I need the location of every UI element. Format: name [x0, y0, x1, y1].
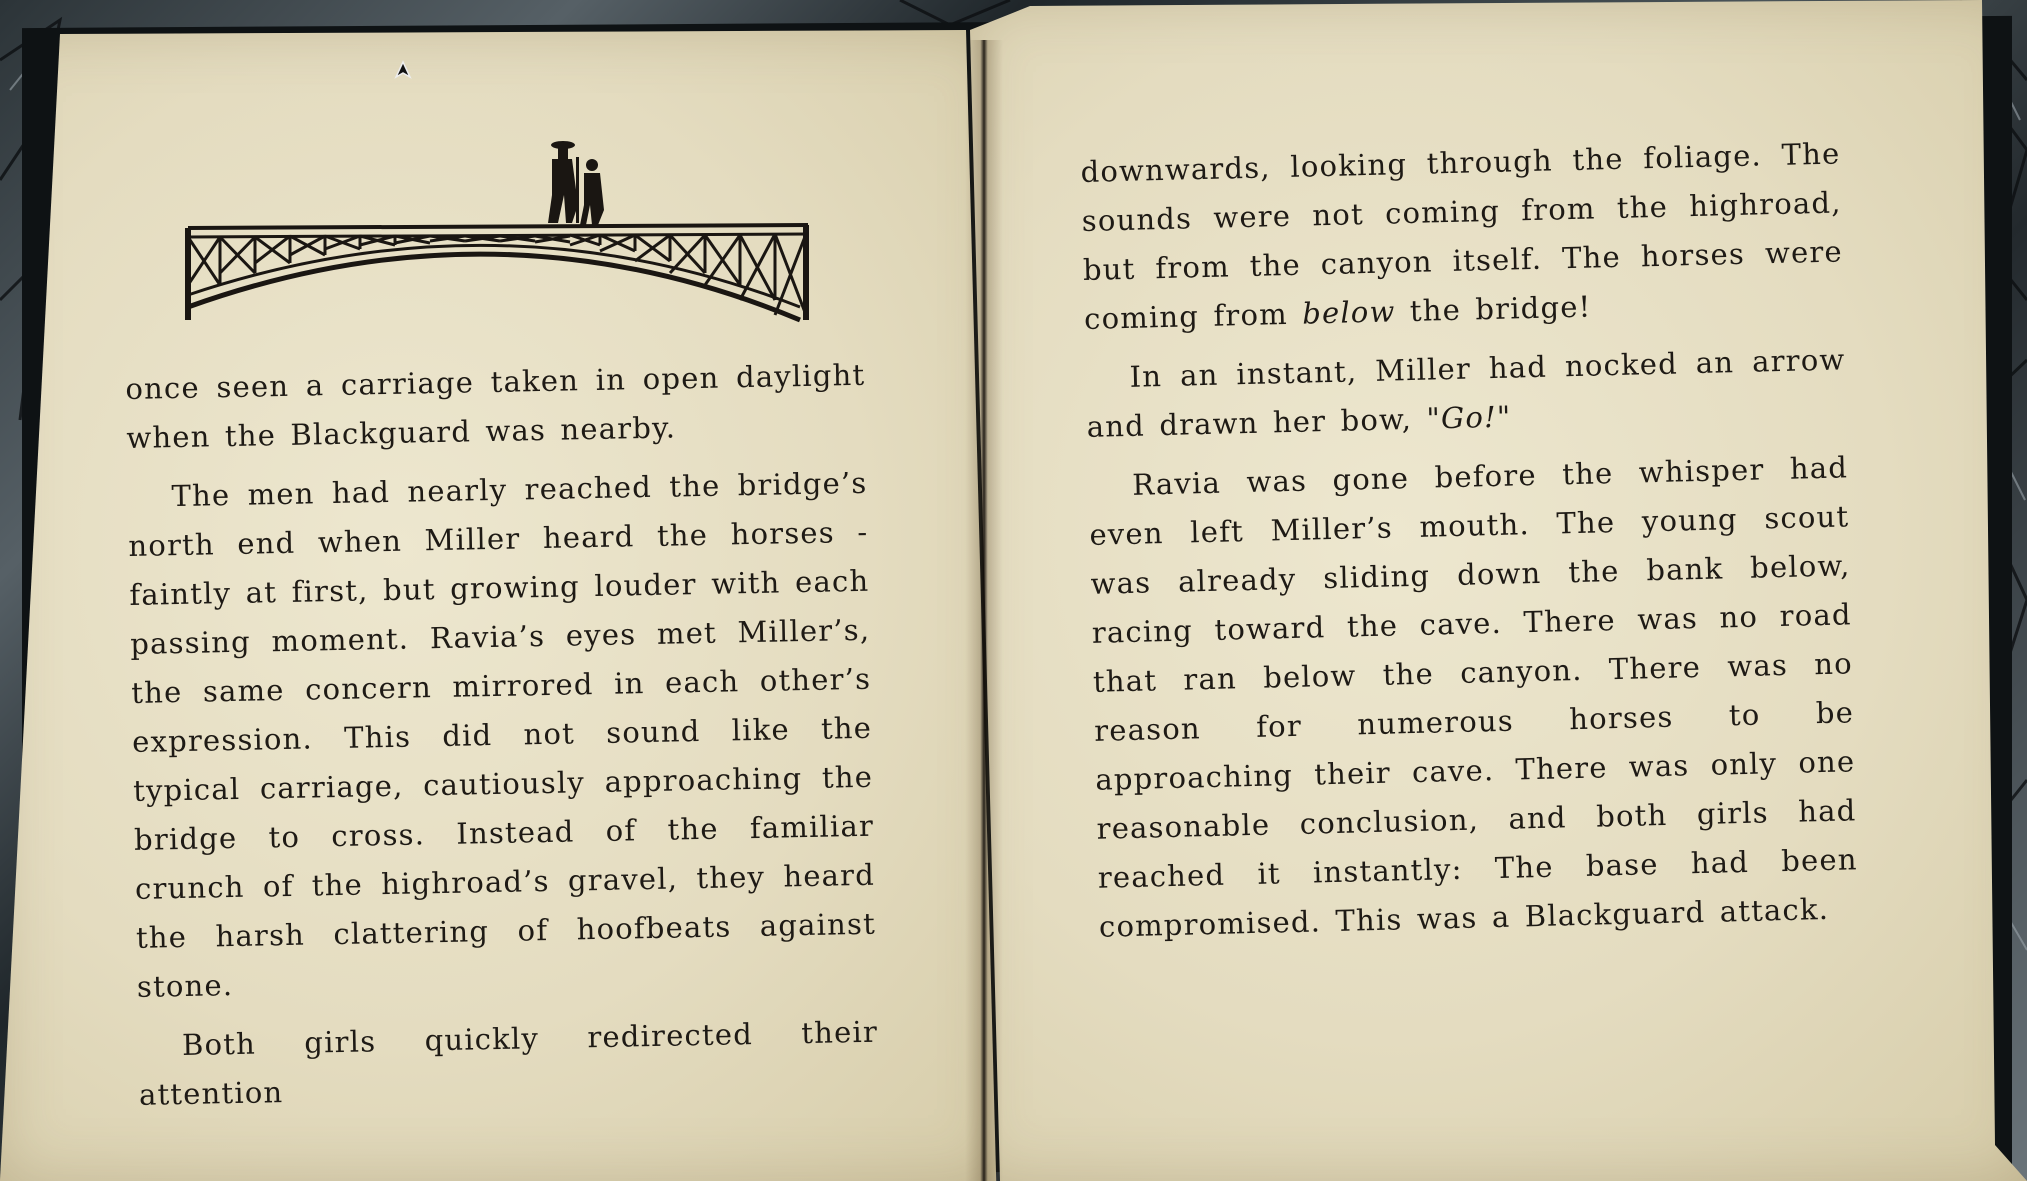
bridge-with-two-figures-illustration — [180, 135, 820, 330]
arrow-cursor-icon — [393, 60, 413, 80]
left-paragraph-3: Both girls quickly redirected their attention — [138, 1014, 879, 1112]
left-page-text — [125, 351, 880, 1130]
right-paragraph-2 — [1085, 335, 1847, 452]
right-p2-text: In an instant, Miller had nocked an arrow and drawn her bow, — [1086, 342, 1846, 444]
right-page-text — [1080, 129, 1860, 961]
left-paragraph-1: once seen a carriage taken in open daylight when the Blackguard was nearby. — [125, 357, 866, 455]
left-paragraph-2: The men had nearly reached the bridge’s north end when Miller heard the horses - faintly at first, but growing louder with each passing moment. Ravia’s eyes met Miller’s, the same concern mirrored in each other’s expression. This did not sound like the typical carriage, cautiously approaching the bridge to cross. Instead of the familiar crunch of the highroad’s gravel, they heard the harsh clattering of hoofbeats against stone. — [128, 465, 877, 1004]
right-paragraph-3: Ravia was gone before the whisper had even left Miller’s mouth. The young scout was already sliding down the bank below, racing toward the cave. There was no road that ran below the canyon. There was no reason for numerous horses to be approaching their cave. There was only one reasonable conclusion, and both girls had reached it instantly: The base had been compromised. This was a Blackguard attack. — [1089, 450, 1859, 944]
right-p1-text-b: the bridge! — [1395, 289, 1592, 329]
right-p1-text-a: downwards, looking through the foliage. The sounds were not coming from the highroad, but from the canyon itself. The horses were coming from — [1080, 136, 1844, 336]
book-spine — [965, 40, 1003, 1181]
right-paragraph-1 — [1080, 129, 1845, 344]
right-p2-dialogue: "Go!" — [1426, 399, 1512, 436]
right-p1-emphasis: below — [1301, 294, 1396, 331]
